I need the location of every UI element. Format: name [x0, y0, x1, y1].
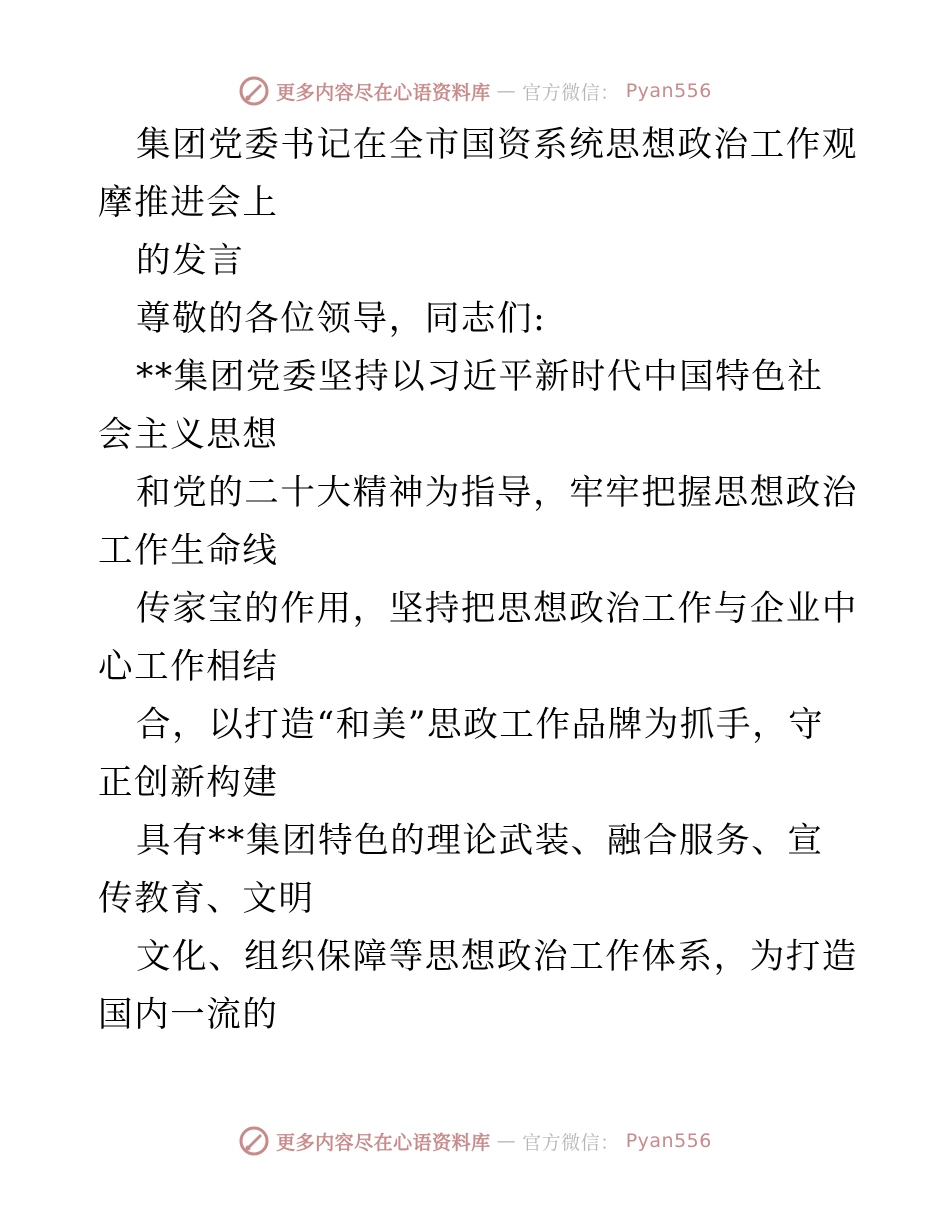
banner-wechat-label: 官方微信： — [522, 81, 620, 104]
banner-wechat-id: Pyan556 — [625, 1130, 712, 1152]
banner-main-text: 更多内容尽在心语资料库 — [276, 81, 491, 104]
banner-wechat-id: Pyan556 — [625, 80, 712, 102]
banner-main-text: 更多内容尽在心语资料库 — [276, 1131, 491, 1154]
paragraph-salutation: 尊敬的各位领导，同志们: — [136, 299, 547, 339]
footer-watermark-banner — [0, 1121, 950, 1161]
document-body — [98, 116, 858, 1044]
paragraph-title: 集团党委书记在全市国资系统思想政治工作观摩推进会上 — [98, 125, 858, 223]
paragraph-body: **集团党委坚持以习近平新时代中国特色社会主义思想 — [98, 357, 824, 455]
banner-dash: — — [496, 1130, 517, 1152]
paragraph-title-cont: 的发言 — [136, 241, 245, 281]
header-watermark-banner — [0, 71, 950, 111]
brush-circle-logo-icon — [238, 1125, 270, 1157]
paragraph-body: 文化、组织保障等思想政治工作体系，为打造国内一流的 — [98, 937, 858, 1035]
banner-dash: — — [496, 80, 517, 102]
paragraph-body: 合，以打造“和美”思政工作品牌为抓手，守正创新构建 — [98, 705, 825, 803]
paragraph-body: 具有**集团特色的理论武装、融合服务、宣传教育、文明 — [98, 821, 824, 919]
brush-circle-logo-icon — [238, 75, 270, 107]
banner-wechat-label: 官方微信： — [522, 1131, 620, 1154]
paragraph-body: 和党的二十大精神为指导，牢牢把握思想政治工作生命线 — [98, 473, 858, 571]
paragraph-body: 传家宝的作用，坚持把思想政治工作与企业中心工作相结 — [98, 589, 858, 687]
